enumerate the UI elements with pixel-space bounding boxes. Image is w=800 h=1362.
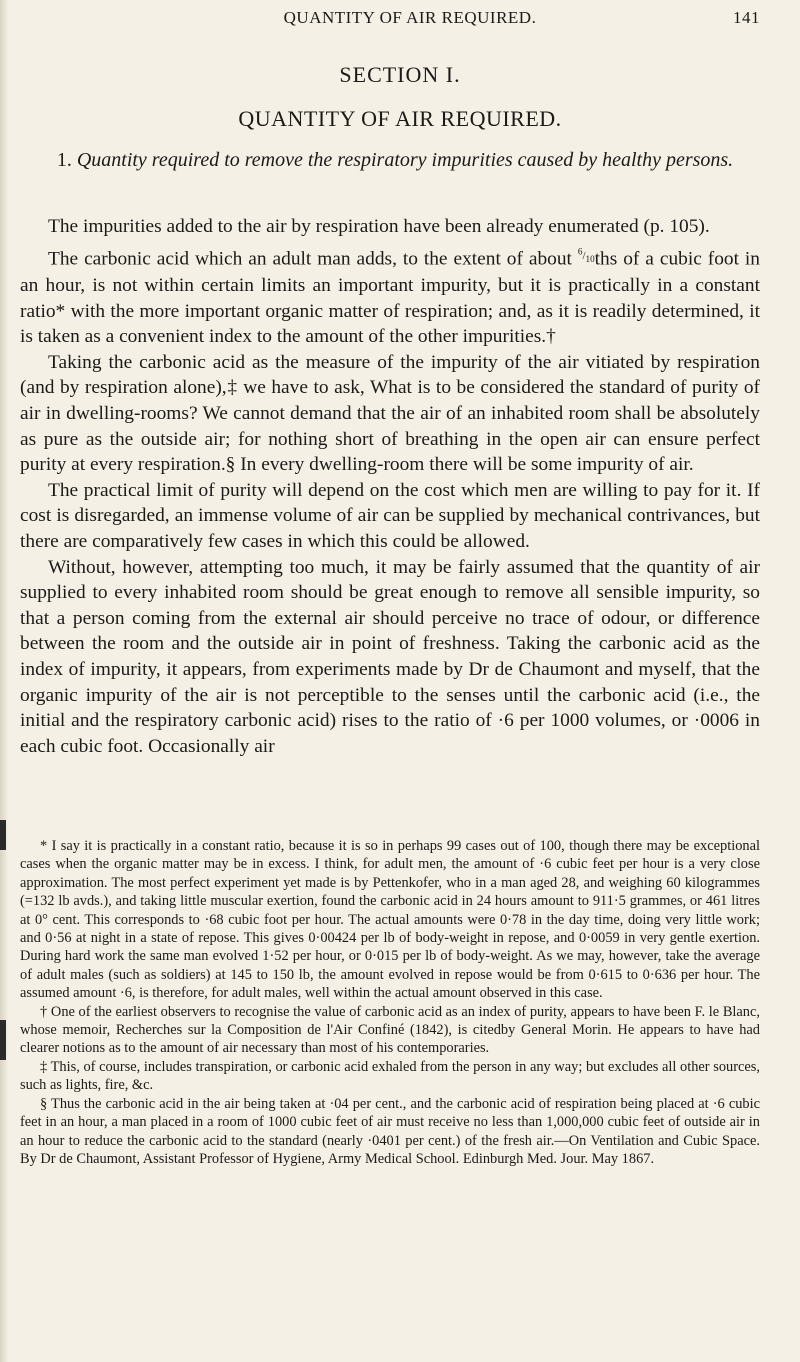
- page-edge-shadow: [0, 0, 8, 1362]
- paragraph: Taking the carbonic acid as the measure of the impurity of the air vitiated by respiration (and by respiration alone),‡ we have to ask, What is to be considered the standard of purity of air in dwelling-rooms? We cannot demand that the air of an inhabited room shall be absolutely as pure as the outside air; for nothing short of breathing in the open air can ensure perfect purity at every respiration.§ In every dwelling-room there will be some impurity of air.: [20, 351, 760, 476]
- running-head: [60, 8, 760, 30]
- paragraph-lead: The carbonic acid which an adult man adds, to the extent of about: [48, 248, 572, 270]
- fraction-denominator: 10: [585, 254, 595, 265]
- footnote: † One of the earliest observers to recognise the value of carbonic acid as an index of purity, appears to have been F. le Blanc, whose memoir, Recherches sur la Composition de l'Air Confiné (1842), is citedby General Morin. He appears to have had clearer notions as to the amount of air necessary than most of his contemporaries.: [20, 1003, 760, 1057]
- section-heading: SECTION I.: [339, 62, 461, 87]
- fraction-numerator: 6: [577, 246, 583, 257]
- margin-mark: [0, 820, 6, 850]
- body-text: [20, 214, 760, 759]
- footnote: * I say it is practically in a constant ratio, because it is so in perhaps 99 cases out of 100, though there may be exceptional cases when the organic matter may be in excess. I think, for adult men, the amount of ·6 cubic feet per hour is a very close approximation. The most perfect experiment yet made is by Pettenkofer, who in a man aged 28, and weighing 60 kilogrammes (=132 lb avds.), and taking little muscular exertion, found the carbonic acid in 24 hours amount to 911·5 grammes, or 461 litres at 0° cent. This corresponds to ·68 cubic foot per hour. The actual amounts were 0·78 in the day time, doing very little work; and 0·56 at night in a state of repose. This gives 0·00424 per lb of body-weight in repose, and 0·0059 in very gentle exertion. During hard work the same man evolved 1·52 per hour, or 0·015 per lb of body-weight. As we may, however, take the average of adult males (such as soldiers) at 145 to 150 lb, the amount evolved in repose would be from 0·615 to 0·636 per hour. The assumed amount ·6, is therefore, for adult males, well within the actual amount observed in this case.: [20, 838, 760, 1002]
- paragraph: The practical limit of purity will depend on the cost which men are willing to pay for it. If cost is disregarded, an immense volume of air can be supplied by mechanical contrivances, but there are comparatively few cases in which this could be allowed.: [20, 479, 760, 552]
- section-title: QUANTITY OF AIR REQUIRED.: [238, 106, 562, 131]
- subheading: [50, 146, 740, 175]
- paragraph-rest: ths of a cubic foot in an hour, is not within certain limits an important impurity, but it is practically in a constant ratio* with the more important organic matter of respiration; and, as it is readily determined, it is taken as a convenient index to the amount of the other impurities.†: [20, 248, 761, 348]
- fraction: 6/10: [577, 246, 595, 265]
- subheading-number: 1.: [56, 149, 72, 171]
- paragraph: The impurities added to the air by respiration have been already enumerated (p. 105).: [48, 216, 710, 237]
- footnotes: [20, 837, 760, 1168]
- footnote: ‡ This, of course, includes transpiration, or carbonic acid exhaled from the person in any way; but excludes all other sources, such as lights, fire, &c.: [20, 1058, 760, 1094]
- footnote: § Thus the carbonic acid in the air being taken at ·04 per cent., and the carbonic acid of respiration being placed at ·6 cubic feet in an hour, a man placed in a room of 1000 cubic feet of air must receive no less than 1,000,000 cubic feet of outside air in an hour to reduce the carbonic acid to the standard (nearly ·0401 per cent.) of the fresh air.—On Ventilation and Cubic Space. By Dr de Chaumont, Assistant Professor of Hygiene, Army Medical School. Edinburgh Med. Jour. May 1867.: [20, 1095, 760, 1167]
- paragraph: Without, however, attempting too much, it may be fairly assumed that the quantity of air supplied to every inhabited room should be great enough to remove all sensible impurity, so that a person coming from the external air should perceive no trace of odour, or difference between the room and the outside air in point of freshness. Taking the carbonic acid as the index of impurity, it appears, from experiments made by Dr de Chaumont and myself, that the organic impurity of the air is not perceptible to the senses until the carbonic acid (i.e., the initial and the respiratory carbonic acid) rises to the ratio of ·6 per 1000 volumes, or ·0006 in each cubic foot. Occasionally air: [20, 556, 760, 757]
- running-head-title: QUANTITY OF AIR REQUIRED.: [283, 8, 537, 27]
- paragraph: [20, 240, 760, 350]
- subheading-text: Quantity required to remove the respiratory impurities caused by healthy persons.: [76, 149, 734, 171]
- margin-mark: [0, 1020, 6, 1060]
- page-number: 141: [733, 8, 760, 27]
